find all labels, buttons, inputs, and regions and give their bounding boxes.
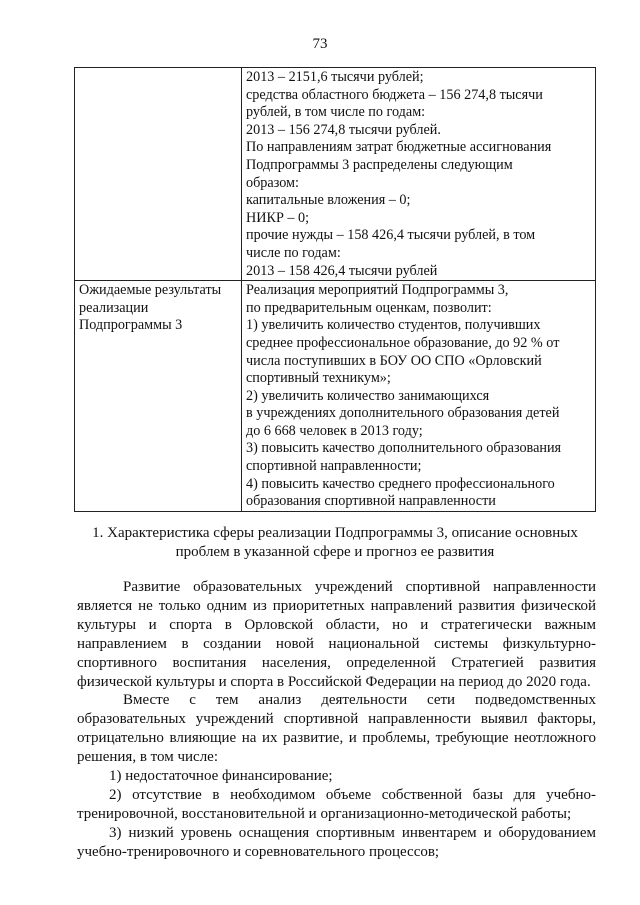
table-line: прочие нужды – 158 426,4 тысячи рублей, в том: [246, 227, 536, 244]
table-line: числа поступивших в БОУ ОО СПО «Орловский: [246, 352, 542, 369]
table-line: спортивный техникум»;: [246, 370, 391, 387]
list-item: учебно-тренировочного и соревновательного процессов;: [77, 843, 440, 860]
table-line: 2013 – 158 426,4 тысячи рублей: [246, 262, 438, 279]
table-line: Реализация мероприятий Подпрограммы 3,: [246, 282, 509, 299]
table-line: 2013 – 156 274,8 тысячи рублей.: [246, 121, 441, 138]
table-label-cell: [75, 281, 242, 512]
table-line: 4) повысить качество среднего профессионального: [246, 475, 555, 492]
table-line: в учреждениях дополнительного образования детей: [246, 405, 560, 422]
table-line: По направлениям затрат бюджетные ассигнования: [246, 139, 552, 156]
table-row: [75, 281, 596, 512]
section-heading: [70, 524, 600, 562]
paragraph-line: культуры и спорта в Орловской области, но и стратегически важным: [77, 616, 596, 633]
expected-results-label: Подпрограммы 3: [79, 317, 183, 334]
table-line: 2) увеличить количество занимающихся: [246, 387, 490, 404]
table-line: спортивной направленности;: [246, 458, 422, 475]
paragraph-line: направлением в создании новой национальной системы физкультурно-: [77, 635, 596, 652]
table-line: рублей, в том числе по годам:: [246, 104, 426, 121]
table-line: 1) увеличить количество студентов, получивших: [246, 317, 541, 334]
table-line: среднее профессиональное образование, до 92 % от: [246, 334, 560, 351]
paragraph-line: Вместе с тем анализ деятельности сети подведомственных: [123, 692, 596, 709]
table-label-cell: [75, 68, 242, 281]
section-heading-line: 1. Характеристика сферы реализации Подпрограммы 3, описание основных: [92, 525, 578, 541]
subprogram-passport-table: [74, 67, 596, 512]
table-line: образования спортивной направленности: [246, 493, 496, 510]
list-item: тренировочной, восстановительной и организационно-методической работы;: [77, 805, 572, 822]
table-line: образом:: [246, 174, 299, 191]
body-text: [77, 578, 596, 862]
paragraph-line: решения, в том числе:: [77, 749, 219, 766]
table-value-cell: [242, 281, 596, 512]
paragraph-line: образовательных учреждений спортивной направленности выявил факторы,: [77, 711, 596, 728]
table-line: 2013 – 2151,6 тысячи рублей;: [246, 69, 424, 85]
list-item: 1) недостаточное финансирование;: [109, 768, 333, 785]
table-value-cell: [242, 68, 596, 281]
list-item: 2) отсутствие в необходимом объеме собственной базы для учебно-: [109, 786, 596, 803]
expected-results-label: реализации: [79, 299, 149, 316]
table-line: НИКР – 0;: [246, 209, 310, 226]
table-line: числе по годам:: [246, 244, 341, 261]
table-line: Подпрограммы 3 распределены следующим: [246, 156, 513, 173]
table-line: капитальные вложения – 0;: [246, 192, 411, 209]
table-line: 3) повысить качество дополнительного образования: [246, 440, 562, 457]
paragraph-line: спортивного воспитания населения, определенной Стратегией развития: [77, 654, 596, 671]
table-line: средства областного бюджета – 156 274,8 тысячи: [246, 86, 543, 103]
page-number: 73: [312, 36, 328, 52]
section-heading-line: проблем в указанной сфере и прогноз ее развития: [175, 544, 495, 560]
paragraph-line: отрицательно влияющие на их развитие, и проблемы, требующие неотложного: [77, 730, 596, 747]
table-line: по предварительным оценкам, позволит:: [246, 299, 492, 316]
table-line: до 6 668 человек в 2013 году;: [246, 422, 423, 439]
paragraph-line: Развитие образовательных учреждений спортивной направленности: [123, 579, 596, 595]
paragraph-line: является не только одним из приоритетных направлений развития физической: [77, 597, 596, 614]
list-item: 3) низкий уровень оснащения спортивным инвентарем и оборудованием: [109, 824, 596, 841]
table-row: [75, 68, 596, 281]
paragraph-line: физической культуры и спорта в Российской Федерации на период до 2020 года.: [77, 673, 591, 690]
expected-results-label: Ожидаемые результаты: [79, 282, 222, 299]
